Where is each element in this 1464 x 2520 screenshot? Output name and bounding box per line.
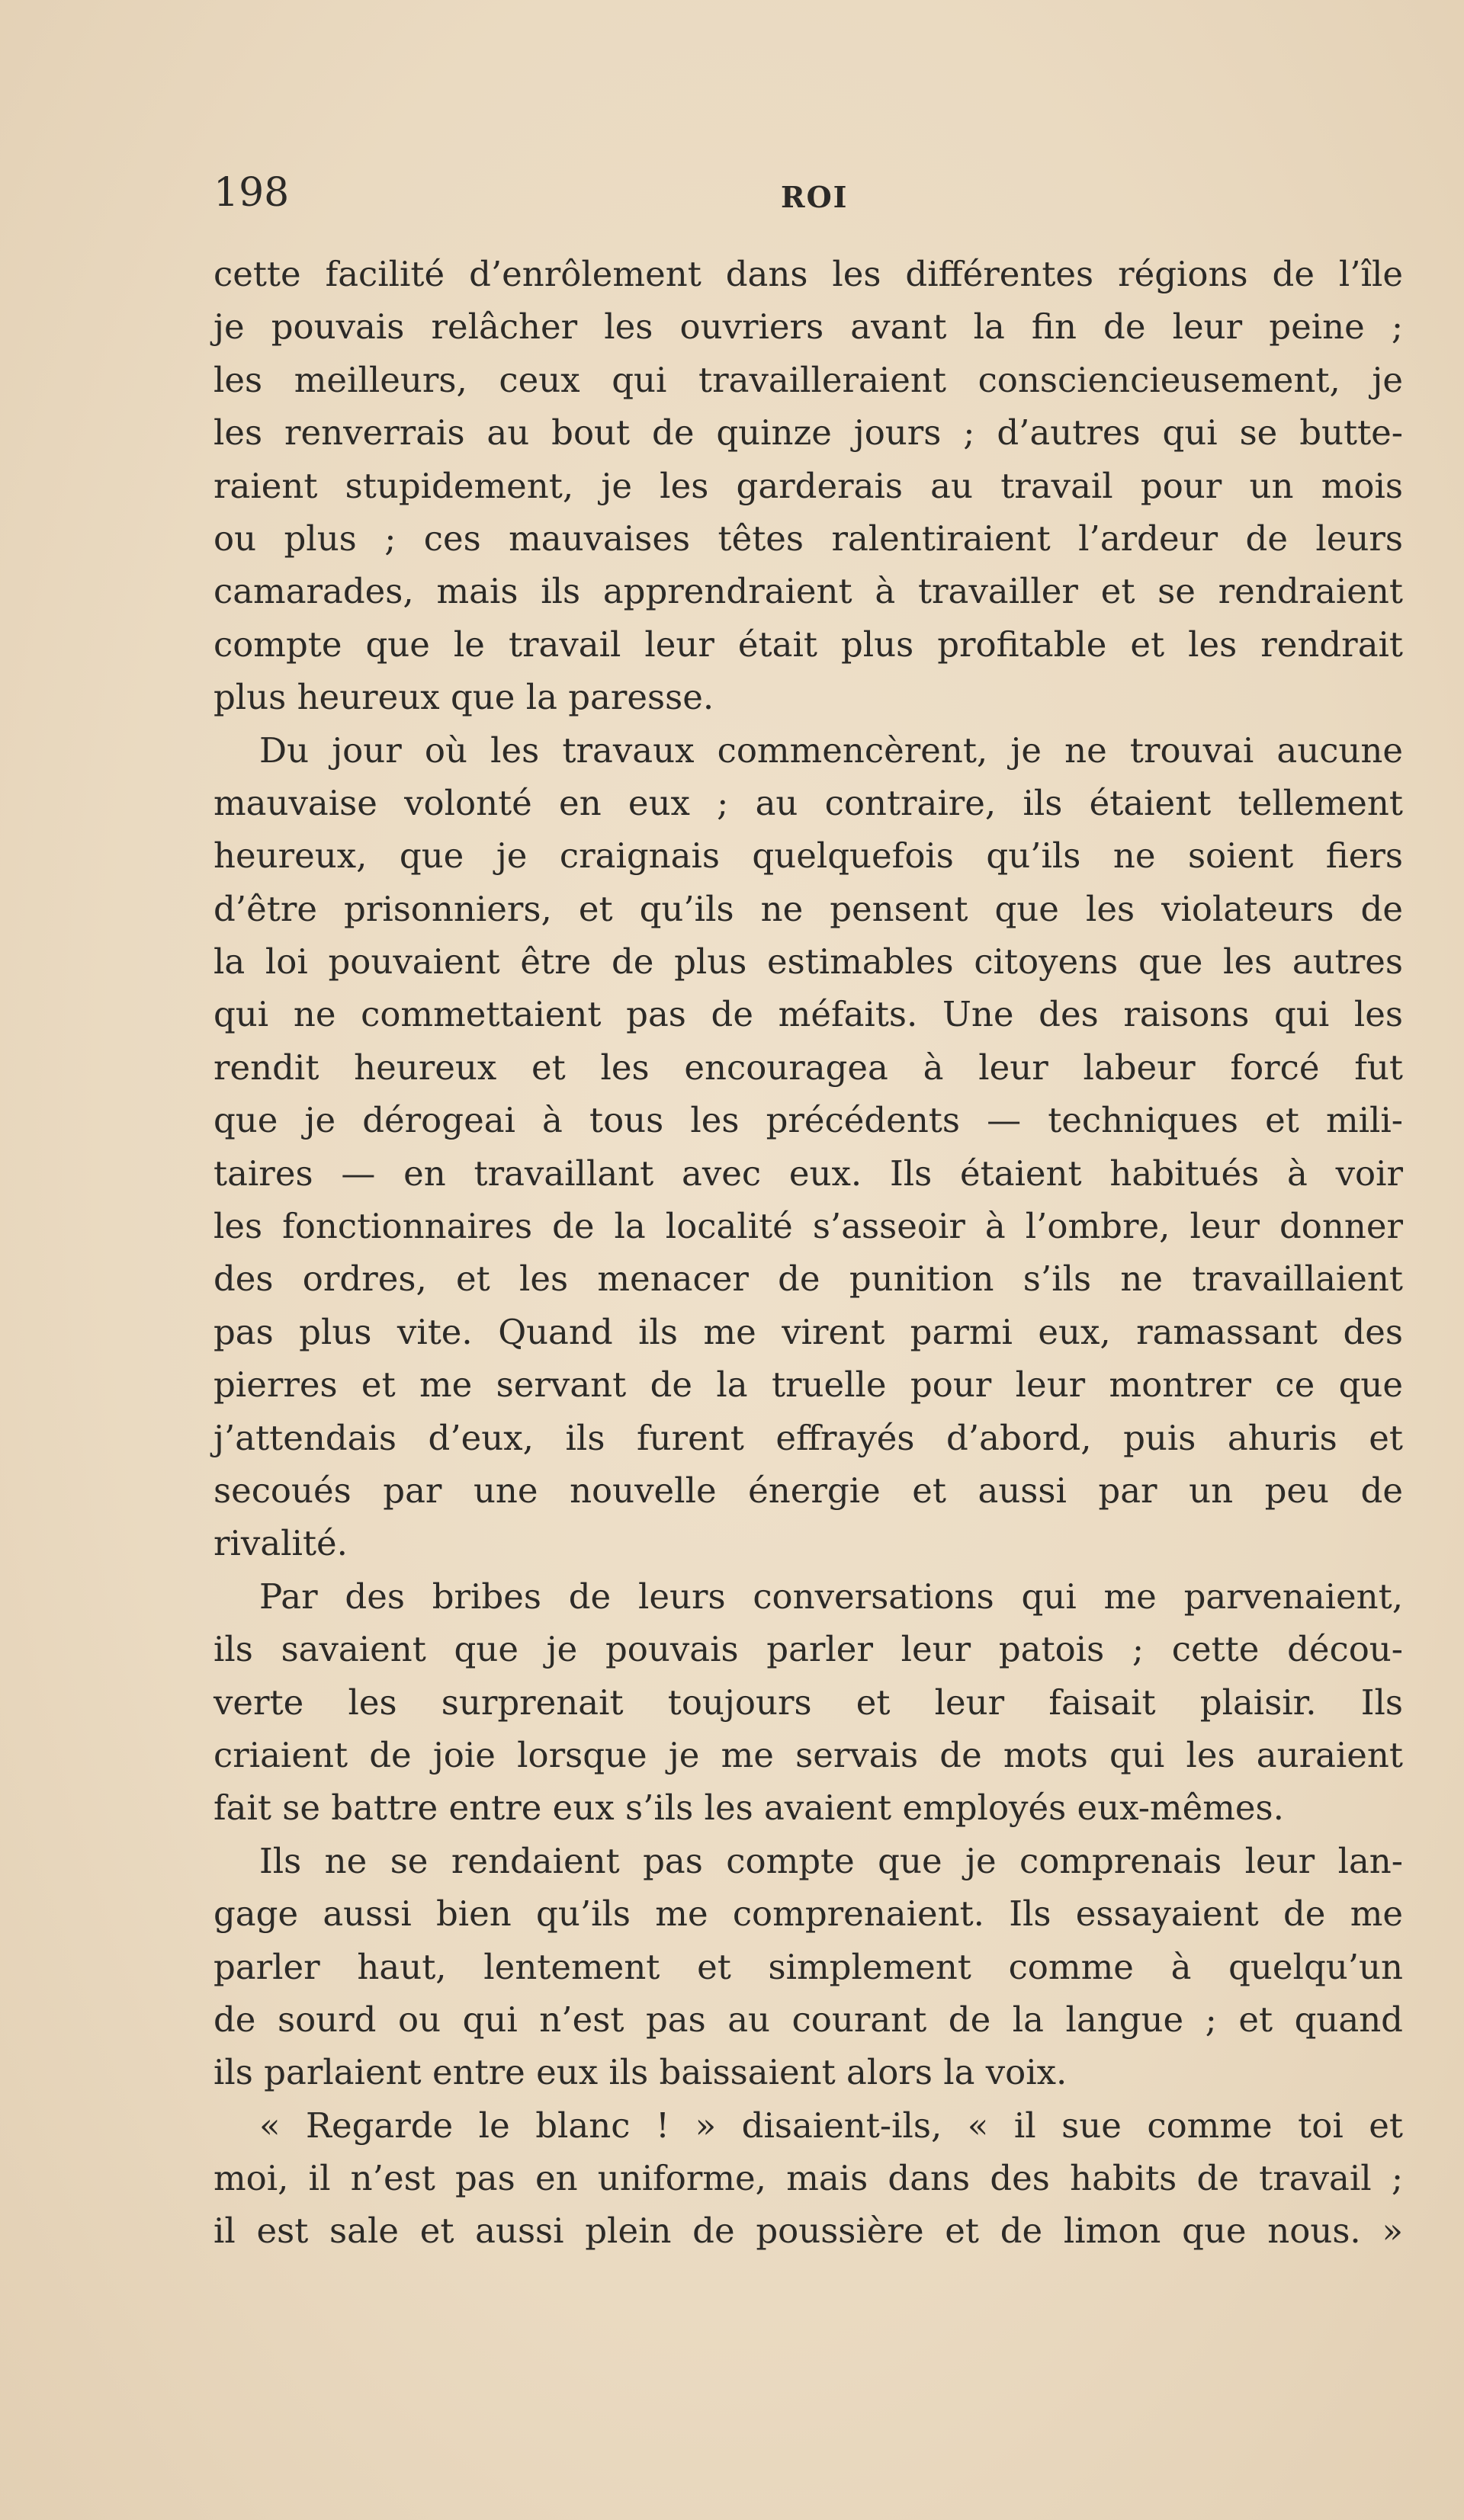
text-line: plus heureux que la paresse.: [214, 677, 714, 718]
text-line: qui ne commettaient pas de méfaits. Une des raisons qui les: [214, 994, 1403, 1035]
text-line: cette facilité d’enrôlement dans les différentes régions de l’île: [214, 254, 1403, 294]
text-line: les meilleurs, ceux qui travailleraient consciencieusement, je: [214, 359, 1403, 400]
text-line: heureux, que je craignais quelquefois qu’ils ne soient fiers: [214, 835, 1403, 877]
text-line: il est sale et aussi plein de poussière et de limon que nous. »: [214, 2211, 1403, 2252]
text-line: d’être prisonniers, et qu’ils ne pensent que les violateurs de: [214, 888, 1403, 929]
text-line: pierres et me servant de la truelle pour leur montrer ce que: [214, 1364, 1403, 1406]
text-line: fait se battre entre eux s’ils les avaient employés eux-mêmes.: [214, 1787, 1284, 1829]
text-line: ils parlaient entre eux ils baissaient alors la voix.: [214, 2052, 1068, 2093]
text-line: taires — en travaillant avec eux. Ils étaient habitués à voir: [214, 1153, 1403, 1194]
text-line: ou plus ; ces mauvaises têtes ralentiraient l’ardeur de leurs: [214, 518, 1403, 559]
text-line: raient stupidement, je les garderais au travail pour un mois: [214, 465, 1403, 506]
text-line: pas plus vite. Quand ils me virent parmi eux, ramassant des: [214, 1311, 1403, 1352]
running-head: ROI: [781, 180, 849, 214]
text-line: gage aussi bien qu’ils me comprenaient. Ils essayaient de me: [214, 1893, 1403, 1935]
text-line: verte les surprenait toujours et leur faisait plaisir. Ils: [214, 1682, 1403, 1723]
text-line: je pouvais relâcher les ouvriers avant la fin de leur peine ;: [214, 306, 1403, 348]
text-line: rendit heureux et les encouragea à leur labeur forcé fut: [214, 1047, 1403, 1088]
text-line: des ordres, et les menacer de punition s’ils ne travaillaient: [214, 1258, 1403, 1300]
text-line: secoués par une nouvelle énergie et aussi par un peu de: [214, 1470, 1403, 1511]
body-text: [214, 248, 1403, 2258]
text-line: mauvaise volonté en eux ; au contraire, ils étaient tellement: [214, 782, 1403, 823]
text-line: « Regarde le blanc ! » disaient-ils, « il sue comme toi et: [259, 2105, 1403, 2146]
page-number: 198: [214, 170, 290, 216]
text-line: Par des bribes de leurs conversations qui me parvenaient,: [259, 1576, 1403, 1617]
text-line: criaient de joie lorsque je me servais de mots qui les auraient: [214, 1734, 1403, 1775]
page-header: [214, 166, 1403, 220]
text-line: rivalité.: [214, 1523, 348, 1564]
text-line: Ils ne se rendaient pas compte que je comprenais leur lan-: [259, 1840, 1403, 1881]
text-line: j’attendais d’eux, ils furent effrayés d’abord, puis ahuris et: [214, 1417, 1403, 1458]
text-line: Du jour où les travaux commencèrent, je ne trouvai aucune: [259, 729, 1403, 771]
text-line: les renverrais au bout de quinze jours ; d’autres qui se butte-: [214, 412, 1403, 454]
text-line: la loi pouvaient être de plus estimables citoyens que les autres: [214, 941, 1403, 983]
text-line: de sourd ou qui n’est pas au courant de la langue ; et quand: [214, 1999, 1403, 2040]
text-line: parler haut, lentement et simplement comme à quelqu’un: [214, 1946, 1403, 1987]
text-line: camarades, mais ils apprendraient à travailler et se rendraient: [214, 571, 1403, 612]
text-line: les fonctionnaires de la localité s’asseoir à l’ombre, leur donner: [214, 1206, 1403, 1247]
text-line: compte que le travail leur était plus profitable et les rendrait: [214, 624, 1403, 665]
text-line: moi, il n’est pas en uniforme, mais dans des habits de travail ;: [214, 2158, 1403, 2199]
text-line: que je dérogeai à tous les précédents — techniques et mili-: [214, 1100, 1403, 1141]
text-line: ils savaient que je pouvais parler leur patois ; cette décou-: [214, 1629, 1403, 1670]
